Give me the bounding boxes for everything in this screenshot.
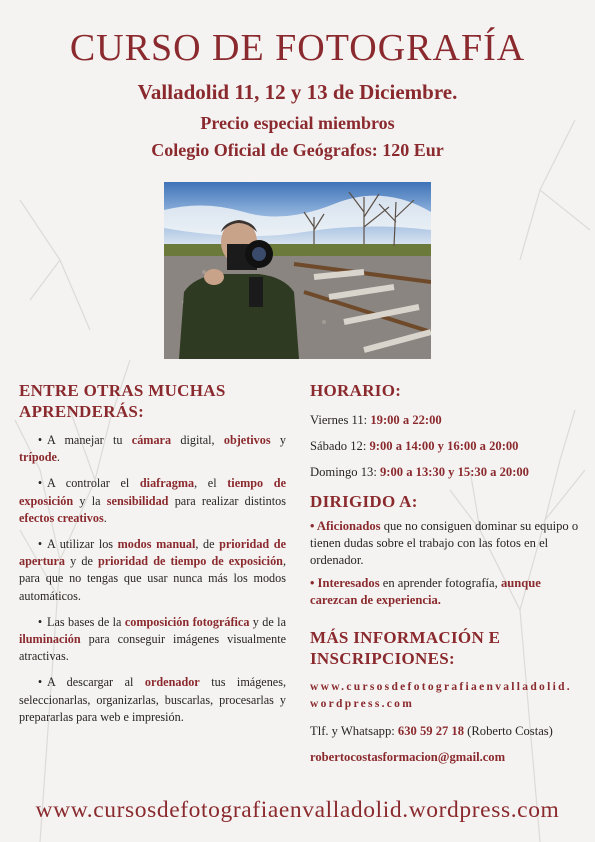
bullet-icon: •	[37, 537, 43, 552]
audience-item: • Interesados en aprender fotografía, aunque carezcan de experiencia.	[310, 576, 541, 607]
photographer-image-icon	[164, 182, 431, 359]
learn-item: • A utilizar los modos manual, de prioridad de apertura y de prioridad de tiempo de exposición, para que no tengas que usar nunca más los modos automáticos.	[19, 537, 286, 603]
bullet-icon: •	[37, 476, 43, 491]
course-dates: Valladolid 11, 12 y 13 de Diciembre.	[137, 80, 458, 104]
phone-info: Tlf. y Whatsapp: 630 59 27 18 (Roberto Costas)	[310, 724, 553, 738]
bullet-icon: •	[37, 614, 43, 629]
phone-number[interactable]: 630 59 27 18	[397, 724, 465, 738]
learn-item: • A descargar al ordenador tus imágenes, seleccionarlas, organizarlas, buscarlas, procesarlas y prepararlas para web e impresión.	[19, 675, 287, 724]
schedule-row: Viernes 11: 19:00 a 22:00	[310, 413, 442, 427]
email-link[interactable]: robertocostasformacion@gmail.com	[310, 750, 506, 764]
contact-section	[310, 627, 580, 765]
learn-heading: ENTRE OTRAS MUCHAS APRENDERÁS:	[19, 381, 226, 421]
price-line-2: Colegio Oficial de Geógrafos: 120 Eur	[151, 140, 444, 160]
contact-heading: MÁS INFORMACIÓN E INSCRIPCIONES:	[310, 628, 501, 668]
photographer-photo	[164, 182, 431, 359]
schedule-row: Domingo 13: 9:00 a 13:30 y 15:30 a 20:00	[310, 465, 529, 479]
footer-website-link[interactable]: www.cursosdefotografiaenvalladolid.wordpress.com	[35, 797, 560, 823]
bullet-icon: •	[37, 675, 43, 690]
audience-item: • Aficionados que no consiguen dominar su equipo o tienen dudas sobre el trabajo con las fotos en el ordenador.	[310, 519, 579, 567]
page-title: CURSO DE FOTOGRAFÍA	[69, 27, 526, 69]
info-column	[310, 380, 580, 765]
learn-item: • A manejar tu cámara digital, objetivos y trípode.	[19, 433, 286, 465]
audience-section	[310, 491, 580, 609]
audience-heading: DIRIGIDO A:	[310, 492, 418, 511]
learn-item: • A controlar el diafragma, el tiempo de exposición y la sensibilidad para realizar distintos efectos creativos.	[19, 476, 286, 525]
schedule-row: Sábado 12: 9:00 a 14:00 y 16:00 a 20:00	[310, 439, 519, 453]
schedule-list	[310, 411, 580, 481]
learn-list	[19, 432, 286, 726]
price-line-1: Precio especial miembros	[200, 113, 395, 133]
schedule-heading: HORARIO:	[310, 381, 402, 400]
learn-section	[19, 380, 286, 735]
bullet-icon: •	[37, 433, 43, 447]
learn-item: • Las bases de la composición fotográfica y de la iluminación para conseguir imágenes visualmente atractivas.	[19, 614, 286, 664]
website-link[interactable]: www.cursosdefotografiaenvalladolid. wordpress.com	[310, 681, 572, 710]
